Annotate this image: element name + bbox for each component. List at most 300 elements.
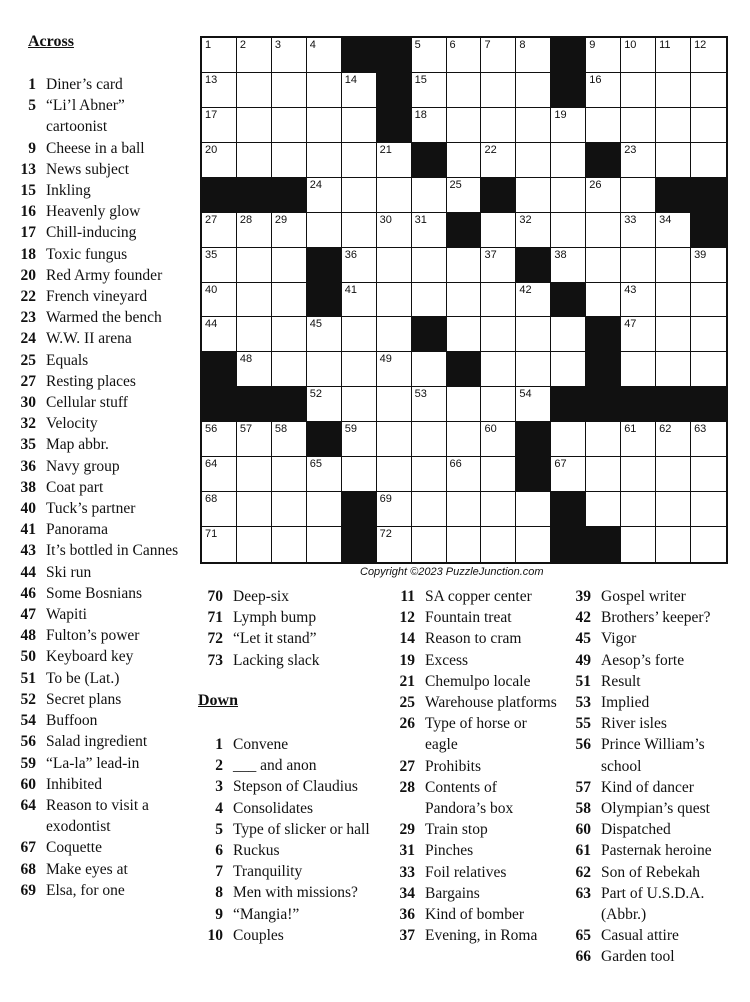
grid-cell[interactable] <box>656 317 691 352</box>
clue-item <box>199 734 389 755</box>
grid-cell[interactable] <box>447 248 482 283</box>
grid-cell[interactable] <box>447 143 482 178</box>
clue-item <box>567 840 748 861</box>
grid-cell[interactable] <box>481 73 516 108</box>
clue-text: “Li’l Abner” cartoonist <box>46 97 125 136</box>
clue-number: 25 <box>399 694 415 712</box>
grid-cell[interactable] <box>656 352 691 387</box>
grid-cell[interactable] <box>377 178 412 213</box>
grid-cell[interactable] <box>377 213 412 248</box>
clue-item <box>567 607 748 628</box>
grid-block <box>516 248 551 283</box>
grid-cell[interactable] <box>237 352 272 387</box>
down-heading: Down <box>198 692 239 709</box>
clue-number: 27 <box>399 757 415 775</box>
grid-cell[interactable] <box>272 73 307 108</box>
clue-item <box>199 840 389 861</box>
grid-cell[interactable] <box>447 387 482 422</box>
clue-text: Buffoon <box>46 712 98 730</box>
grid-block <box>586 352 621 387</box>
grid-cell[interactable] <box>342 143 377 178</box>
grid-block <box>272 387 307 422</box>
grid-cell[interactable] <box>586 73 621 108</box>
grid-cell[interactable] <box>516 73 551 108</box>
clue-number: 3 <box>215 778 223 796</box>
grid-cell[interactable] <box>412 178 447 213</box>
grid-cell[interactable] <box>516 317 551 352</box>
grid-block <box>516 457 551 492</box>
grid-cell[interactable] <box>342 387 377 422</box>
grid-cell[interactable] <box>447 492 482 527</box>
clue-text: Reason to cram <box>425 630 522 648</box>
clue-number: 64 <box>20 796 36 814</box>
cell-number: 66 <box>449 458 462 471</box>
grid-cell[interactable] <box>272 248 307 283</box>
grid-cell[interactable] <box>202 422 237 457</box>
grid-cell[interactable] <box>691 527 726 562</box>
grid-cell[interactable] <box>516 387 551 422</box>
grid-cell[interactable] <box>656 73 691 108</box>
grid-cell[interactable] <box>272 108 307 143</box>
grid-cell[interactable] <box>237 213 272 248</box>
clue-text: Make eyes at <box>46 860 128 878</box>
grid-cell[interactable] <box>551 317 586 352</box>
grid-cell[interactable] <box>586 492 621 527</box>
cell-number: 65 <box>309 458 323 471</box>
grid-cell[interactable] <box>412 108 447 143</box>
grid-cell[interactable] <box>272 283 307 318</box>
clue-number: 26 <box>399 715 415 733</box>
grid-cell[interactable] <box>481 457 516 492</box>
clue-item <box>567 734 748 776</box>
grid-cell[interactable] <box>342 352 377 387</box>
grid-cell[interactable] <box>551 178 586 213</box>
clue-item <box>12 519 188 540</box>
clue-text: Navy group <box>46 457 120 475</box>
grid-cell[interactable] <box>447 108 482 143</box>
grid-block <box>551 387 586 422</box>
grid-cell[interactable] <box>656 492 691 527</box>
grid-cell[interactable] <box>272 213 307 248</box>
grid-cell[interactable] <box>621 143 656 178</box>
clue-number: 51 <box>575 672 591 690</box>
grid-cell[interactable] <box>691 248 726 283</box>
cell-number: 10 <box>624 39 637 51</box>
clue-text: Ruckus <box>233 842 280 860</box>
grid-cell[interactable] <box>516 38 551 73</box>
grid-cell[interactable] <box>621 492 656 527</box>
cell-number: 25 <box>449 178 462 191</box>
clue-item <box>12 74 188 95</box>
across-clues-column-2 <box>199 586 389 671</box>
cell-number: 62 <box>659 423 672 436</box>
grid-cell[interactable] <box>481 143 516 178</box>
grid-block <box>307 283 342 318</box>
clue-item <box>391 819 561 840</box>
clue-item <box>567 925 748 946</box>
grid-cell[interactable] <box>377 248 412 283</box>
grid-cell[interactable] <box>377 143 412 178</box>
grid-cell[interactable] <box>481 248 516 283</box>
grid-cell[interactable] <box>447 38 482 73</box>
grid-cell[interactable] <box>691 457 726 492</box>
clue-number: 1 <box>215 736 223 753</box>
grid-cell[interactable] <box>237 283 272 318</box>
grid-cell[interactable] <box>377 283 412 318</box>
clue-number: 56 <box>575 736 591 754</box>
clue-item <box>12 328 188 349</box>
clue-text: Fulton’s power <box>46 627 140 645</box>
grid-cell[interactable] <box>272 143 307 178</box>
grid-cell[interactable] <box>516 178 551 213</box>
grid-cell[interactable] <box>586 108 621 143</box>
clue-number: 19 <box>399 651 415 669</box>
clue-text: Pasternak heroine <box>601 842 712 860</box>
grid-cell[interactable] <box>237 248 272 283</box>
grid-cell[interactable] <box>377 527 412 562</box>
grid-block <box>551 492 586 527</box>
grid-cell[interactable] <box>586 178 621 213</box>
cell-number: 69 <box>379 493 392 506</box>
grid-cell[interactable] <box>237 422 272 457</box>
grid-cell[interactable] <box>342 108 377 143</box>
grid-cell[interactable] <box>691 108 726 143</box>
grid-cell[interactable] <box>586 283 621 318</box>
grid-cell[interactable] <box>202 248 237 283</box>
clue-item <box>391 692 561 713</box>
grid-cell[interactable] <box>691 38 726 73</box>
grid-cell[interactable] <box>656 213 691 248</box>
cell-number: 58 <box>274 423 288 436</box>
grid-cell[interactable] <box>691 283 726 318</box>
grid-cell[interactable] <box>342 457 377 492</box>
grid-cell[interactable] <box>481 108 516 143</box>
clue-item <box>12 774 188 795</box>
grid-cell[interactable] <box>342 248 377 283</box>
clue-item <box>12 350 188 371</box>
grid-cell[interactable] <box>307 143 342 178</box>
down-clues-column-3 <box>567 586 748 968</box>
clue-item <box>12 265 188 286</box>
grid-cell[interactable] <box>307 527 342 562</box>
grid-cell[interactable] <box>516 527 551 562</box>
clue-text: Fountain treat <box>425 609 512 627</box>
grid-cell[interactable] <box>447 178 482 213</box>
clue-number: 67 <box>20 839 36 857</box>
grid-cell[interactable] <box>412 213 447 248</box>
clue-item <box>567 883 748 925</box>
grid-cell[interactable] <box>342 73 377 108</box>
grid-cell[interactable] <box>377 422 412 457</box>
clue-item <box>567 862 748 883</box>
cell-number: 33 <box>624 213 637 226</box>
grid-cell[interactable] <box>377 492 412 527</box>
clue-text: French vineyard <box>46 288 148 306</box>
cell-number: 29 <box>274 213 288 226</box>
grid-block <box>586 143 621 178</box>
cell-number: 54 <box>519 388 532 401</box>
grid-cell[interactable] <box>691 422 726 457</box>
grid-cell[interactable] <box>237 317 272 352</box>
grid-cell[interactable] <box>272 38 307 73</box>
cell-number: 4 <box>309 39 316 51</box>
clue-item <box>12 859 188 880</box>
clue-text: Warmed the bench <box>46 309 162 327</box>
grid-cell[interactable] <box>447 317 482 352</box>
cell-number: 7 <box>484 39 491 51</box>
grid-cell[interactable] <box>481 38 516 73</box>
grid-cell[interactable] <box>412 38 447 73</box>
grid-cell[interactable] <box>551 457 586 492</box>
clue-text: Kind of dancer <box>601 778 694 796</box>
grid-cell[interactable] <box>656 457 691 492</box>
across-clues-column-1 <box>12 74 188 901</box>
clue-item <box>567 628 748 649</box>
cell-number: 48 <box>239 353 253 366</box>
grid-cell[interactable] <box>516 108 551 143</box>
grid-cell[interactable] <box>202 317 237 352</box>
grid-cell[interactable] <box>412 492 447 527</box>
clue-item <box>12 180 188 201</box>
grid-cell[interactable] <box>516 352 551 387</box>
grid-cell[interactable] <box>621 248 656 283</box>
grid-cell[interactable] <box>656 422 691 457</box>
cell-number: 49 <box>379 353 392 366</box>
cell-number: 11 <box>659 39 671 51</box>
grid-cell[interactable] <box>691 73 726 108</box>
clue-number: 38 <box>20 478 36 496</box>
grid-cell[interactable] <box>272 457 307 492</box>
grid-cell[interactable] <box>307 457 342 492</box>
cell-number: 57 <box>239 423 253 436</box>
grid-cell[interactable] <box>307 213 342 248</box>
grid-cell[interactable] <box>412 527 447 562</box>
grid-cell[interactable] <box>656 143 691 178</box>
grid-cell[interactable] <box>447 422 482 457</box>
clue-number: 41 <box>20 521 36 539</box>
clue-text: Cellular stuff <box>46 394 128 412</box>
grid-cell[interactable] <box>202 108 237 143</box>
cell-number: 14 <box>344 73 357 86</box>
grid-cell[interactable] <box>586 213 621 248</box>
clue-item <box>199 882 389 903</box>
grid-cell[interactable] <box>307 38 342 73</box>
clue-number: 28 <box>399 778 415 796</box>
grid-cell[interactable] <box>481 352 516 387</box>
grid-cell[interactable] <box>412 248 447 283</box>
grid-cell[interactable] <box>342 178 377 213</box>
grid-block <box>656 178 691 213</box>
clue-item <box>391 777 561 819</box>
grid-cell[interactable] <box>656 248 691 283</box>
cell-number: 44 <box>205 318 218 331</box>
grid-cell[interactable] <box>691 492 726 527</box>
grid-cell[interactable] <box>551 248 586 283</box>
grid-block <box>237 387 272 422</box>
grid-cell[interactable] <box>481 422 516 457</box>
grid-cell[interactable] <box>481 492 516 527</box>
grid-cell[interactable] <box>412 73 447 108</box>
grid-cell[interactable] <box>656 527 691 562</box>
crossword-grid <box>200 36 728 564</box>
grid-cell[interactable] <box>586 457 621 492</box>
grid-cell[interactable] <box>202 213 237 248</box>
grid-cell[interactable] <box>551 422 586 457</box>
grid-cell[interactable] <box>202 457 237 492</box>
down-clues-column-2 <box>391 586 561 946</box>
grid-cell[interactable] <box>481 213 516 248</box>
grid-cell[interactable] <box>516 283 551 318</box>
cell-number: 37 <box>484 248 497 261</box>
clue-item <box>12 138 188 159</box>
grid-block <box>342 527 377 562</box>
grid-cell[interactable] <box>412 352 447 387</box>
grid-cell[interactable] <box>551 213 586 248</box>
grid-cell[interactable] <box>447 73 482 108</box>
grid-cell[interactable] <box>586 248 621 283</box>
grid-block <box>447 352 482 387</box>
clue-number: 51 <box>20 669 36 687</box>
grid-cell[interactable] <box>342 317 377 352</box>
clue-text: SA copper center <box>425 588 532 605</box>
clue-item <box>199 776 389 797</box>
grid-cell[interactable] <box>621 352 656 387</box>
grid-cell[interactable] <box>656 38 691 73</box>
clue-item <box>391 883 561 904</box>
grid-cell[interactable] <box>621 527 656 562</box>
grid-cell[interactable] <box>307 352 342 387</box>
grid-cell[interactable] <box>342 213 377 248</box>
clue-item <box>12 795 188 837</box>
clue-item <box>199 628 389 649</box>
grid-cell[interactable] <box>516 143 551 178</box>
grid-cell[interactable] <box>691 317 726 352</box>
grid-cell[interactable] <box>621 283 656 318</box>
clue-text: Wapiti <box>46 606 87 624</box>
clue-text: River isles <box>601 715 667 733</box>
grid-cell[interactable] <box>447 283 482 318</box>
grid-block <box>656 387 691 422</box>
grid-cell[interactable] <box>202 143 237 178</box>
grid-cell[interactable] <box>377 457 412 492</box>
clue-number: 35 <box>20 436 36 454</box>
grid-cell[interactable] <box>412 457 447 492</box>
clue-text: Salad ingredient <box>46 733 148 751</box>
grid-cell[interactable] <box>272 492 307 527</box>
grid-block <box>551 283 586 318</box>
grid-cell[interactable] <box>621 73 656 108</box>
grid-cell[interactable] <box>516 213 551 248</box>
grid-cell[interactable] <box>307 178 342 213</box>
grid-cell[interactable] <box>551 108 586 143</box>
grid-cell[interactable] <box>551 143 586 178</box>
clue-item <box>12 604 188 625</box>
grid-cell[interactable] <box>481 387 516 422</box>
grid-cell[interactable] <box>272 527 307 562</box>
grid-cell[interactable] <box>621 317 656 352</box>
grid-cell[interactable] <box>481 317 516 352</box>
cell-number: 15 <box>414 73 427 86</box>
grid-cell[interactable] <box>377 352 412 387</box>
grid-cell[interactable] <box>272 352 307 387</box>
grid-cell[interactable] <box>412 387 447 422</box>
clue-number: 25 <box>20 351 36 369</box>
grid-cell[interactable] <box>202 38 237 73</box>
grid-cell[interactable] <box>307 387 342 422</box>
grid-cell[interactable] <box>202 73 237 108</box>
grid-cell[interactable] <box>237 38 272 73</box>
grid-cell[interactable] <box>272 317 307 352</box>
grid-cell[interactable] <box>307 108 342 143</box>
grid-cell[interactable] <box>447 457 482 492</box>
grid-cell[interactable] <box>586 422 621 457</box>
grid-cell[interactable] <box>342 283 377 318</box>
grid-cell[interactable] <box>237 492 272 527</box>
grid-cell[interactable] <box>481 527 516 562</box>
grid-cell[interactable] <box>307 492 342 527</box>
clue-number: 22 <box>20 288 36 306</box>
grid-block <box>481 178 516 213</box>
clue-number: 73 <box>207 651 223 669</box>
grid-cell[interactable] <box>377 387 412 422</box>
grid-cell[interactable] <box>691 143 726 178</box>
clue-text: Casual attire <box>601 927 679 945</box>
clue-item <box>391 650 561 671</box>
clue-number: 56 <box>20 733 36 751</box>
grid-cell[interactable] <box>272 422 307 457</box>
grid-cell[interactable] <box>621 213 656 248</box>
grid-cell[interactable] <box>237 73 272 108</box>
grid-cell[interactable] <box>621 457 656 492</box>
clue-item <box>567 650 748 671</box>
grid-cell[interactable] <box>656 283 691 318</box>
grid-cell[interactable] <box>202 527 237 562</box>
grid-cell[interactable] <box>691 352 726 387</box>
grid-cell[interactable] <box>621 38 656 73</box>
grid-cell[interactable] <box>237 457 272 492</box>
grid-cell[interactable] <box>202 283 237 318</box>
grid-cell[interactable] <box>412 422 447 457</box>
grid-cell[interactable] <box>586 38 621 73</box>
grid-cell[interactable] <box>481 283 516 318</box>
grid-cell[interactable] <box>447 527 482 562</box>
clue-text: Red Army founder <box>46 266 163 284</box>
clue-number: 66 <box>575 948 591 966</box>
clue-text: Train stop <box>425 821 488 839</box>
grid-cell[interactable] <box>621 422 656 457</box>
clue-item <box>12 95 188 137</box>
grid-cell[interactable] <box>307 317 342 352</box>
clue-number: 12 <box>399 609 415 627</box>
grid-cell[interactable] <box>237 527 272 562</box>
grid-cell[interactable] <box>237 143 272 178</box>
grid-cell[interactable] <box>307 73 342 108</box>
grid-cell[interactable] <box>551 352 586 387</box>
cell-number: 31 <box>414 213 427 226</box>
grid-cell[interactable] <box>342 422 377 457</box>
grid-cell[interactable] <box>237 108 272 143</box>
clue-number: 29 <box>399 821 415 839</box>
grid-cell[interactable] <box>412 283 447 318</box>
clue-number: 42 <box>575 609 591 627</box>
grid-cell[interactable] <box>516 492 551 527</box>
grid-cell[interactable] <box>621 178 656 213</box>
clue-text: Convene <box>233 736 289 753</box>
grid-cell[interactable] <box>377 317 412 352</box>
grid-cell[interactable] <box>621 108 656 143</box>
grid-cell[interactable] <box>656 108 691 143</box>
grid-cell[interactable] <box>202 492 237 527</box>
